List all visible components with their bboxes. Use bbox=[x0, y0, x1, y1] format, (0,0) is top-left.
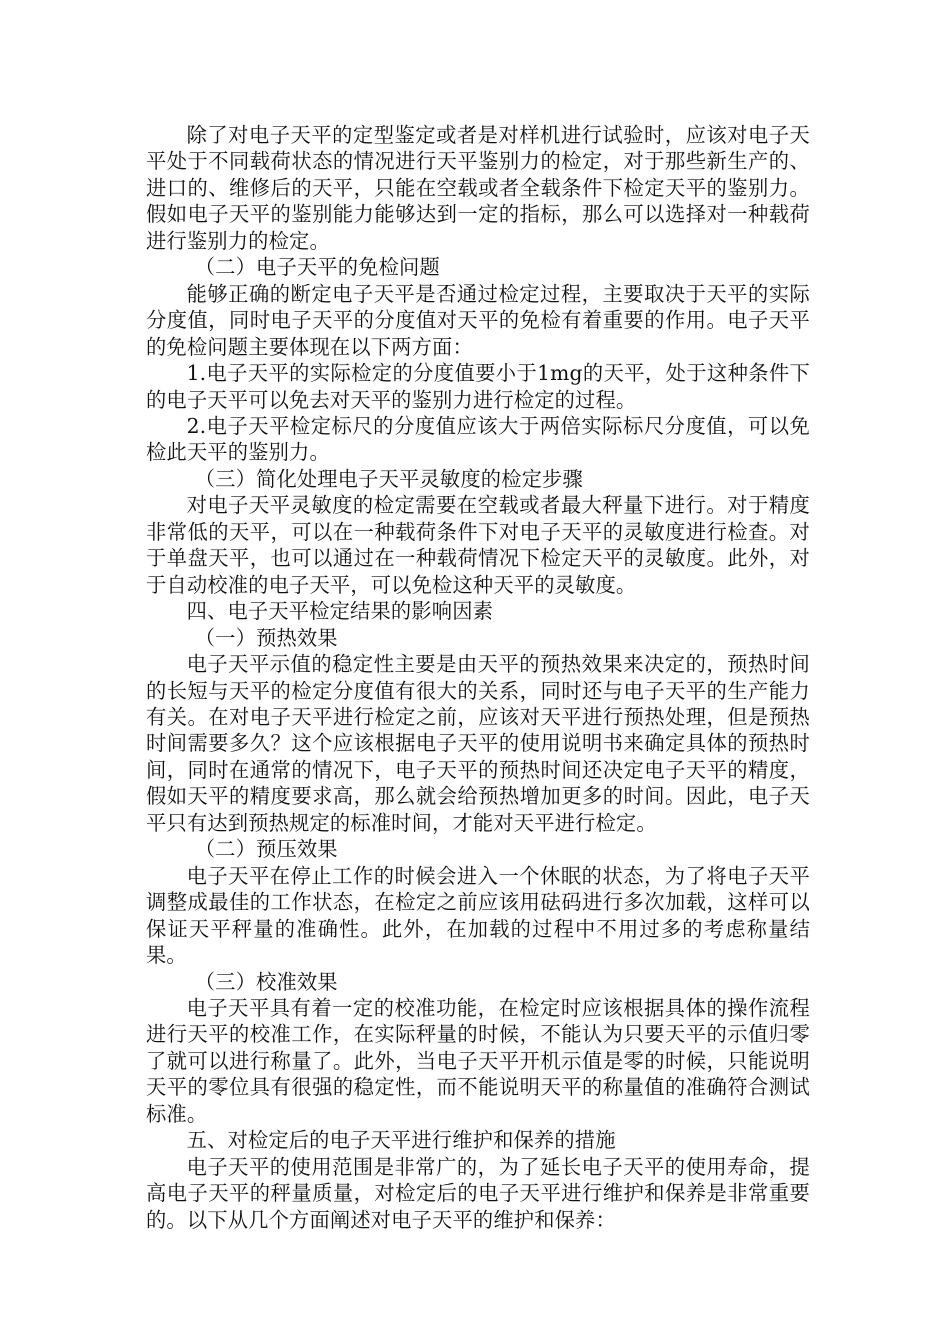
paragraph-exemption-intro: 能够正确的断定电子天平是否通过检定过程，主要取决于天平的实际分度值，同时电子天平的分度值对天平的免检有着重要的作用。电子天平的免检问题主要体现在以下两方面： bbox=[146, 281, 810, 359]
subheading-preload: （二）预压效果 bbox=[194, 837, 338, 862]
paragraph-sensitivity: 对电子天平灵敏度的检定需要在空载或者最大秤量下进行。对于精度非常低的天平，可以在一种载荷条件下对电子天平的灵敏度进行检查。对于单盘天平，也可以通过在一种载荷情况下检定天平的灵敏度。此外，对于自动校准的电子天平，可以免检这种天平的灵敏度。 bbox=[146, 493, 810, 597]
section-heading-influence-factors: 四、电子天平检定结果的影响因素 bbox=[186, 599, 494, 624]
paragraph-calibration: 电子天平具有着一定的校准功能，在检定时应该根据具体的操作流程进行天平的校准工作，在实际秤量的时候，不能认为只要天平的示值归零了就可以进行称量了。此外，当电子天平开机示值是零的时候，只能说明天平的零位具有很强的稳定性，而不能说明天平的称量值的准确符合测试标准。 bbox=[146, 995, 810, 1126]
paragraph-maintenance: 电子天平的使用范围是非常广的，为了延长电子天平的使用寿命，提高电子天平的秤量质量，对检定后的电子天平进行维护和保养是非常重要的。以下从几个方面阐述对电子天平的维护和保养： bbox=[146, 1154, 810, 1232]
subheading-sensitivity: （三）简化处理电子天平灵敏度的检定步骤 bbox=[194, 466, 583, 491]
document-body bbox=[146, 122, 810, 1233]
subheading-preheat: （一）预热效果 bbox=[194, 625, 338, 650]
paragraph-preheat: 电子天平示值的稳定性主要是由天平的预热效果来决定的，预热时间的长短与天平的检定分度值有很大的关系，同时还与电子天平的生产能力有关。在对电子天平进行检定之前，应该对天平进行预热处理，但是预热时间需要多久？这个应该根据电子天平的使用说明书来确定具体的预热时间，同时在通常的情况下，电子天平的预热时间还决定电子天平的精度，假如天平的精度要求高，那么就会给预热增加更多的时间。因此，电子天平只有达到预热规定的标准时间，才能对天平进行检定。 bbox=[146, 652, 810, 835]
paragraph-exemption-item-2: 2.电子天平检定标尺的分度值应该大于两倍实际标尺分度值，可以免检此天平的鉴别力。 bbox=[146, 413, 810, 465]
section-heading-maintenance: 五、对检定后的电子天平进行维护和保养的措施 bbox=[186, 1128, 616, 1153]
paragraph-exemption-item-1: 1.电子天平的实际检定的分度值要小于1mg的天平，处于这种条件下的电子天平可以免去对天平的鉴别力进行检定的过程。 bbox=[146, 361, 810, 412]
subheading-calibration: （三）校准效果 bbox=[194, 969, 338, 994]
subheading-exemption: （二）电子天平的免检问题 bbox=[194, 255, 440, 280]
paragraph-discrimination-intro: 除了对电子天平的定型鉴定或者是对样机进行试验时，应该对电子天平处于不同载荷状态的情况进行天平鉴别力的检定，对于那些新生产的、进口的、维修后的天平，只能在空载或者全载条件下检定天平的鉴别力。假如电子天平的鉴别能力能够达到一定的指标，那么可以选择对一种载荷进行鉴别力的检定。 bbox=[146, 123, 810, 253]
paragraph-preload: 电子天平在停止工作的时候会进入一个休眠的状态，为了将电子天平调整成最佳的工作状态，在检定之前应该用砝码进行多次加载，这样可以保证天平秤量的准确性。此外，在加载的过程中不用过多的考虑称量结果。 bbox=[146, 863, 810, 968]
